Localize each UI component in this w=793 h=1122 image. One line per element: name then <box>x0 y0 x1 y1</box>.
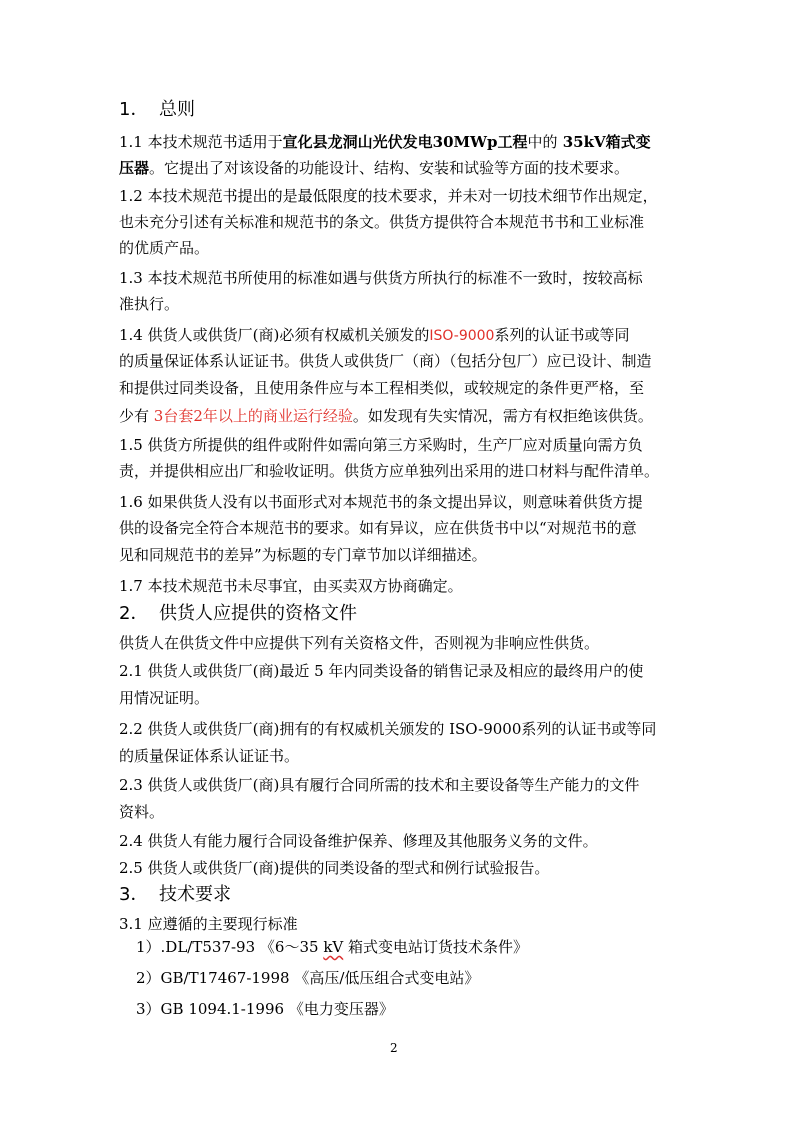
spellcheck-underlined-word: kV <box>323 938 344 956</box>
section-heading-2 <box>119 602 357 626</box>
text-span: 中的 <box>527 133 558 151</box>
heading-number: 1． <box>119 99 149 120</box>
paragraph-1-4-line-2: 的质量保证体系认证证书。供货人或供货厂（商）（包括分包厂）应已设计、制造 <box>119 352 652 370</box>
paragraph-2-2-line-1: 2.2 供货人或供货厂(商)拥有的有权威机关颁发的 ISO-9000系列的认证书或等同 <box>119 720 657 738</box>
paragraph-1-4-line-3: 和提供过同类设备，且使用条件应与本工程相类似，或较规定的条件更严格，至 <box>119 379 645 397</box>
equipment-name-cont: 压器 <box>119 159 150 177</box>
project-name: 宣化县龙洞山光伏发电30MWp工程 <box>282 133 528 151</box>
paragraph-1-3-line-2: 准执行。 <box>119 295 180 313</box>
text-span: 箱式变电站订货技术条件》 <box>343 938 529 956</box>
paragraph-1-6-line-2: 供的设备完全符合本规范书的要求。如有异议，应在供货书中以“对规范书的意 <box>119 519 637 537</box>
text-span: 1.4 供货人或供货厂(商)必须有权威机关颁发的 <box>119 326 430 344</box>
section-2-intro: 供货人在供货文件中应提供下列有关资格文件，否则视为非响应性供货。 <box>119 634 600 652</box>
paragraph-1-6-line-3: 见和同规范书的差异”为标题的专门章节加以详细描述。 <box>119 546 487 564</box>
paragraph-2-3-line-1: 2.3 供货人或供货厂(商)具有履行合同所需的技术和主要设备等生产能力的文件 <box>119 776 640 794</box>
heading-number: 2． <box>119 603 149 624</box>
text-span: 。它提出了对该设备的功能设计、结构、安装和试验等方面的技术要求。 <box>149 159 630 177</box>
paragraph-2-1-line-2: 用情况证明。 <box>119 689 210 707</box>
paragraph-1-4-line-4 <box>119 406 653 426</box>
page-number: 2 <box>390 1041 398 1055</box>
iso-standard-highlight: ISO-9000 <box>429 328 495 344</box>
paragraph-1-3-line-1: 1.3 本技术规范书所使用的标准如遇与供货方所执行的标准不一致时，按较高标 <box>119 269 643 287</box>
standard-item-2: 2）GB/T17467-1998 《高压/低压组合式变电站》 <box>136 969 480 987</box>
standard-item-3: 3）GB 1094.1-1996 《电力变压器》 <box>136 1000 394 1018</box>
paragraph-1-5-line-2: 责，并提供相应出厂和验收证明。供货方应单独列出采用的进口材料与配件清单。 <box>119 462 660 480</box>
equipment-name: 35kV箱式变 <box>557 133 651 151</box>
paragraph-1-1-line-1 <box>119 132 651 152</box>
paragraph-2-4: 2.4 供货人有能力履行合同设备维护保养、修理及其他服务义务的文件。 <box>119 832 598 850</box>
experience-requirement-highlight: 3台套2年以上的商业运行经验 <box>149 407 353 425</box>
paragraph-1-6-line-1: 1.6 如果供货人没有以书面形式对本规范书的条文提出异议，则意味着供货方提 <box>119 493 643 511</box>
paragraph-2-1-line-1: 2.1 供货人或供货厂(商)最近 5 年内同类设备的销售记录及相应的最终用户的使 <box>119 662 644 680</box>
heading-text: 供货人应提供的资格文件 <box>159 603 357 624</box>
paragraph-1-7: 1.7 本技术规范书未尽事宜，由买卖双方协商确定。 <box>119 577 463 595</box>
heading-text: 总则 <box>159 99 195 120</box>
paragraph-3-1: 3.1 应遵循的主要现行标准 <box>119 915 298 933</box>
paragraph-2-2-line-2: 的质量保证体系认证证书。 <box>119 747 300 765</box>
heading-text: 技术要求 <box>159 884 231 905</box>
text-span: 系列的认证书或等同 <box>494 326 630 344</box>
paragraph-1-2-line-2: 也未充分引述有关标准和规范书的条文。供货方提供符合本规范书书和工业标准 <box>119 213 645 231</box>
text-span: 少有 <box>119 407 150 425</box>
standard-item-1 <box>136 937 528 957</box>
text-span: 1.1 本技术规范书适用于 <box>119 133 283 151</box>
text-span: 1）.DL/T537-93 《6～35 <box>136 938 324 956</box>
paragraph-1-2-line-3: 的优质产品。 <box>119 239 210 257</box>
heading-number: 3． <box>119 884 149 905</box>
section-heading-3 <box>119 883 231 907</box>
paragraph-1-5-line-1: 1.5 供货方所提供的组件或附件如需向第三方采购时，生产厂应对质量向需方负 <box>119 436 643 454</box>
paragraph-2-3-line-2: 资料。 <box>119 803 165 821</box>
paragraph-1-2-line-1: 1.2 本技术规范书提出的是最低限度的技术要求，并未对一切技术细节作出规定， <box>119 187 658 205</box>
paragraph-1-4-line-1 <box>119 325 629 346</box>
text-span: 。如发现有失实情况，需方有权拒绝该供货。 <box>352 407 653 425</box>
paragraph-2-5: 2.5 供货人或供货厂(商)提供的同类设备的型式和例行试验报告。 <box>119 859 550 877</box>
section-heading-1 <box>119 98 195 122</box>
paragraph-1-1-line-2 <box>119 158 629 178</box>
